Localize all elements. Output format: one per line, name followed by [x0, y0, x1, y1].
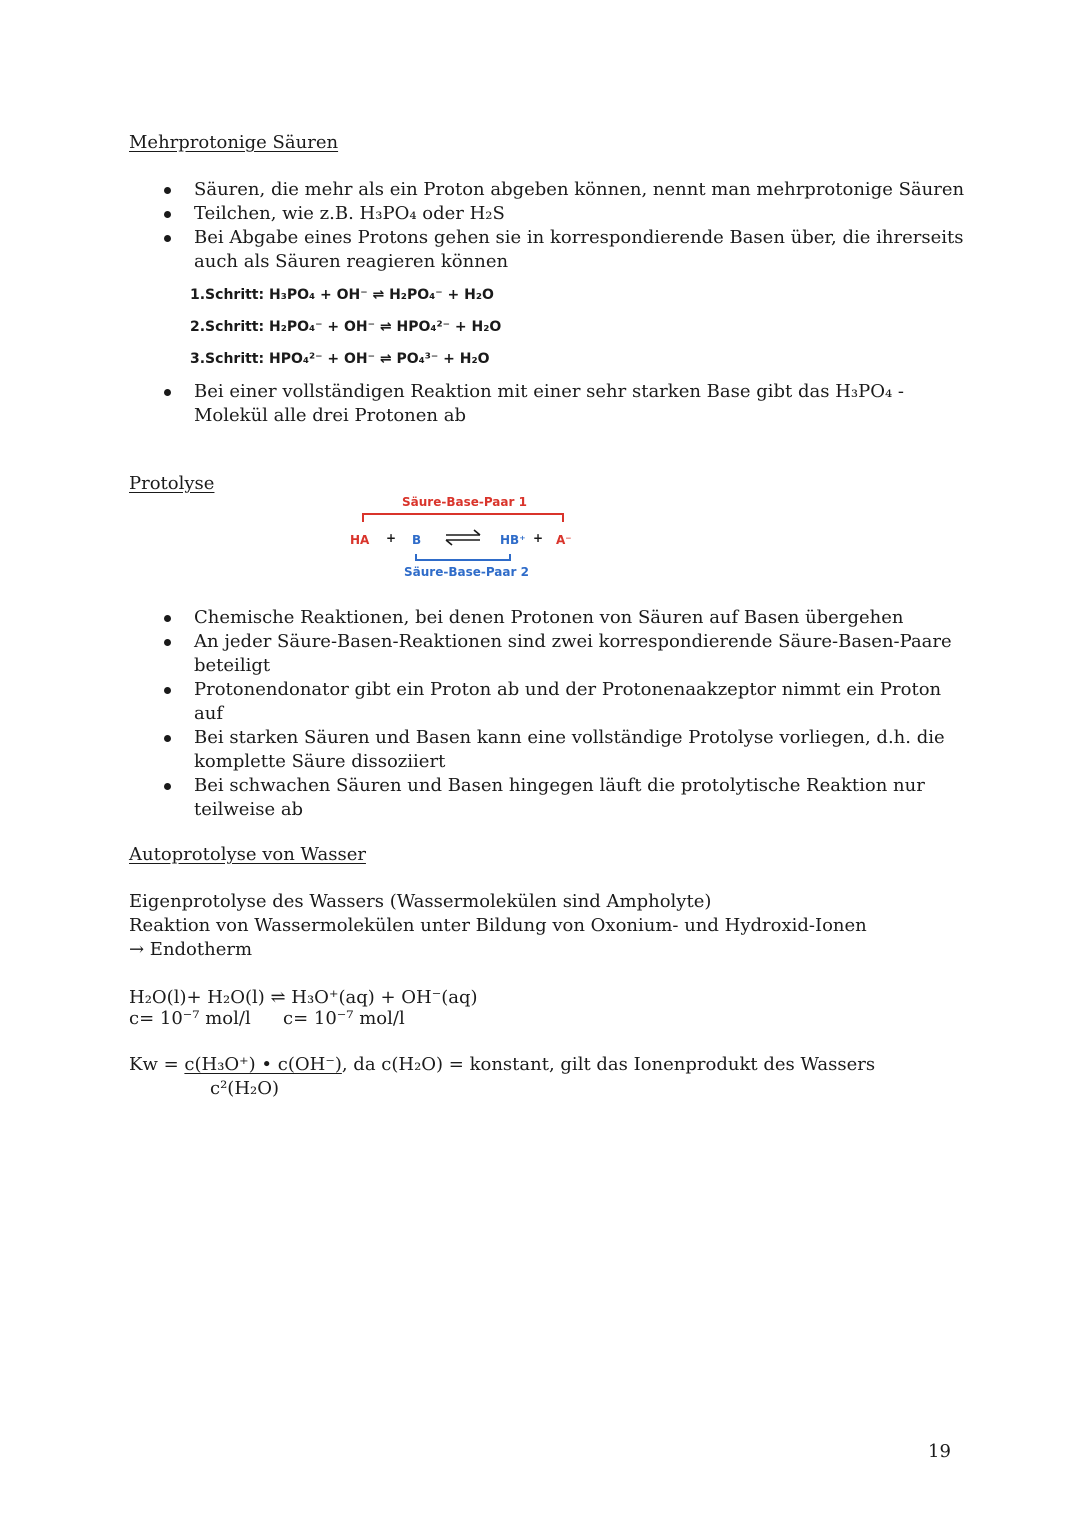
- reaction-steps: [190, 279, 501, 375]
- heading-mehrprotonige-saeuren: Mehrprotonige Säuren: [129, 132, 339, 153]
- acid-base-pair-diagram: [340, 492, 580, 582]
- pair2-bracket: [416, 554, 510, 560]
- list-item: Teilchen, wie z.B. H₃PO₄ oder H₂S: [194, 202, 974, 226]
- autoprotolyse-line-2: Reaktion von Wassermolekülen unter Bildung von Oxonium- und Hydroxid-Ionen: [129, 915, 867, 936]
- list-mehrprotonig: [194, 178, 974, 274]
- kw-symbol: Kw =: [129, 1054, 179, 1075]
- ha-label: HA: [350, 533, 370, 547]
- concentration-2: c= 10⁻⁷ mol/l: [283, 1008, 405, 1029]
- autoprotolyse-text: [129, 890, 989, 962]
- list-mehrprotonig-last: [194, 380, 974, 428]
- kw-numerator: c(H₃O⁺) • c(OH⁻): [184, 1054, 342, 1075]
- pair2-label: Säure-Base-Paar 2: [404, 565, 529, 579]
- list-item: Protonendonator gibt ein Proton ab und der Protonenaakzeptor nimmt ein Proton auf: [194, 678, 974, 726]
- step-1: 1.Schritt: H₃PO₄ + OH⁻ ⇌ H₂PO₄⁻ + H₂O: [190, 287, 494, 303]
- step-3: 3.Schritt: HPO₄²⁻ + OH⁻ ⇌ PO₄³⁻ + H₂O: [190, 351, 490, 367]
- autoprotolyse-line-1: Eigenprotolyse des Wassers (Wassermolekülen sind Ampholyte): [129, 891, 712, 912]
- list-item: Chemische Reaktionen, bei denen Protonen von Säuren auf Basen übergehen: [194, 606, 974, 630]
- water-reaction: H₂O(l)+ H₂O(l) ⇌ H₃O⁺(aq) + OH⁻(aq): [129, 987, 478, 1008]
- heading-autoprotolyse: Autoprotolyse von Wasser: [129, 844, 366, 865]
- list-item: Bei Abgabe eines Protons gehen sie in korrespondierende Basen über, die ihrerseits auch als Säuren reagieren können: [194, 226, 974, 274]
- list-item: Bei starken Säuren und Basen kann eine vollständige Protolyse vorliegen, d.h. die komplette Säure dissoziiert: [194, 726, 974, 774]
- step-2: 2.Schritt: H₂PO₄⁻ + OH⁻ ⇌ HPO₄²⁻ + H₂O: [190, 319, 502, 335]
- equilibrium-arrow: [446, 530, 480, 545]
- b-label: B: [412, 533, 422, 547]
- page-number: 19: [928, 1441, 951, 1462]
- kw-denominator: c²(H₂O): [210, 1078, 280, 1099]
- list-item: Bei einer vollständigen Reaktion mit einer sehr starken Base gibt das H₃PO₄ -Molekül alle drei Protonen ab: [194, 380, 974, 428]
- list-protolyse: [194, 606, 974, 822]
- ion-product-formula: [129, 1054, 875, 1076]
- list-item: Bei schwachen Säuren und Basen hingegen läuft die protolytische Reaktion nur teilweise ab: [194, 774, 974, 822]
- autoprotolyse-line-3: → Endotherm: [129, 939, 253, 960]
- pair1-label: Säure-Base-Paar 1: [402, 495, 527, 509]
- hb-label: HB⁺: [500, 533, 526, 547]
- concentration-1: c= 10⁻⁷ mol/l: [129, 1008, 251, 1029]
- list-item: Säuren, die mehr als ein Proton abgeben können, nennt man mehrprotonige Säuren: [194, 178, 974, 202]
- pair1-bracket: [363, 514, 563, 522]
- a-label: A⁻: [556, 533, 572, 547]
- kw-explanation: , da c(H₂O) = konstant, gilt das Ionenprodukt des Wassers: [341, 1054, 876, 1075]
- plus-sign: +: [386, 531, 397, 545]
- list-item: An jeder Säure-Basen-Reaktionen sind zwei korrespondierende Säure-Basen-Paare beteiligt: [194, 630, 974, 678]
- heading-protolyse: Protolyse: [129, 473, 215, 494]
- plus-sign: +: [533, 531, 544, 545]
